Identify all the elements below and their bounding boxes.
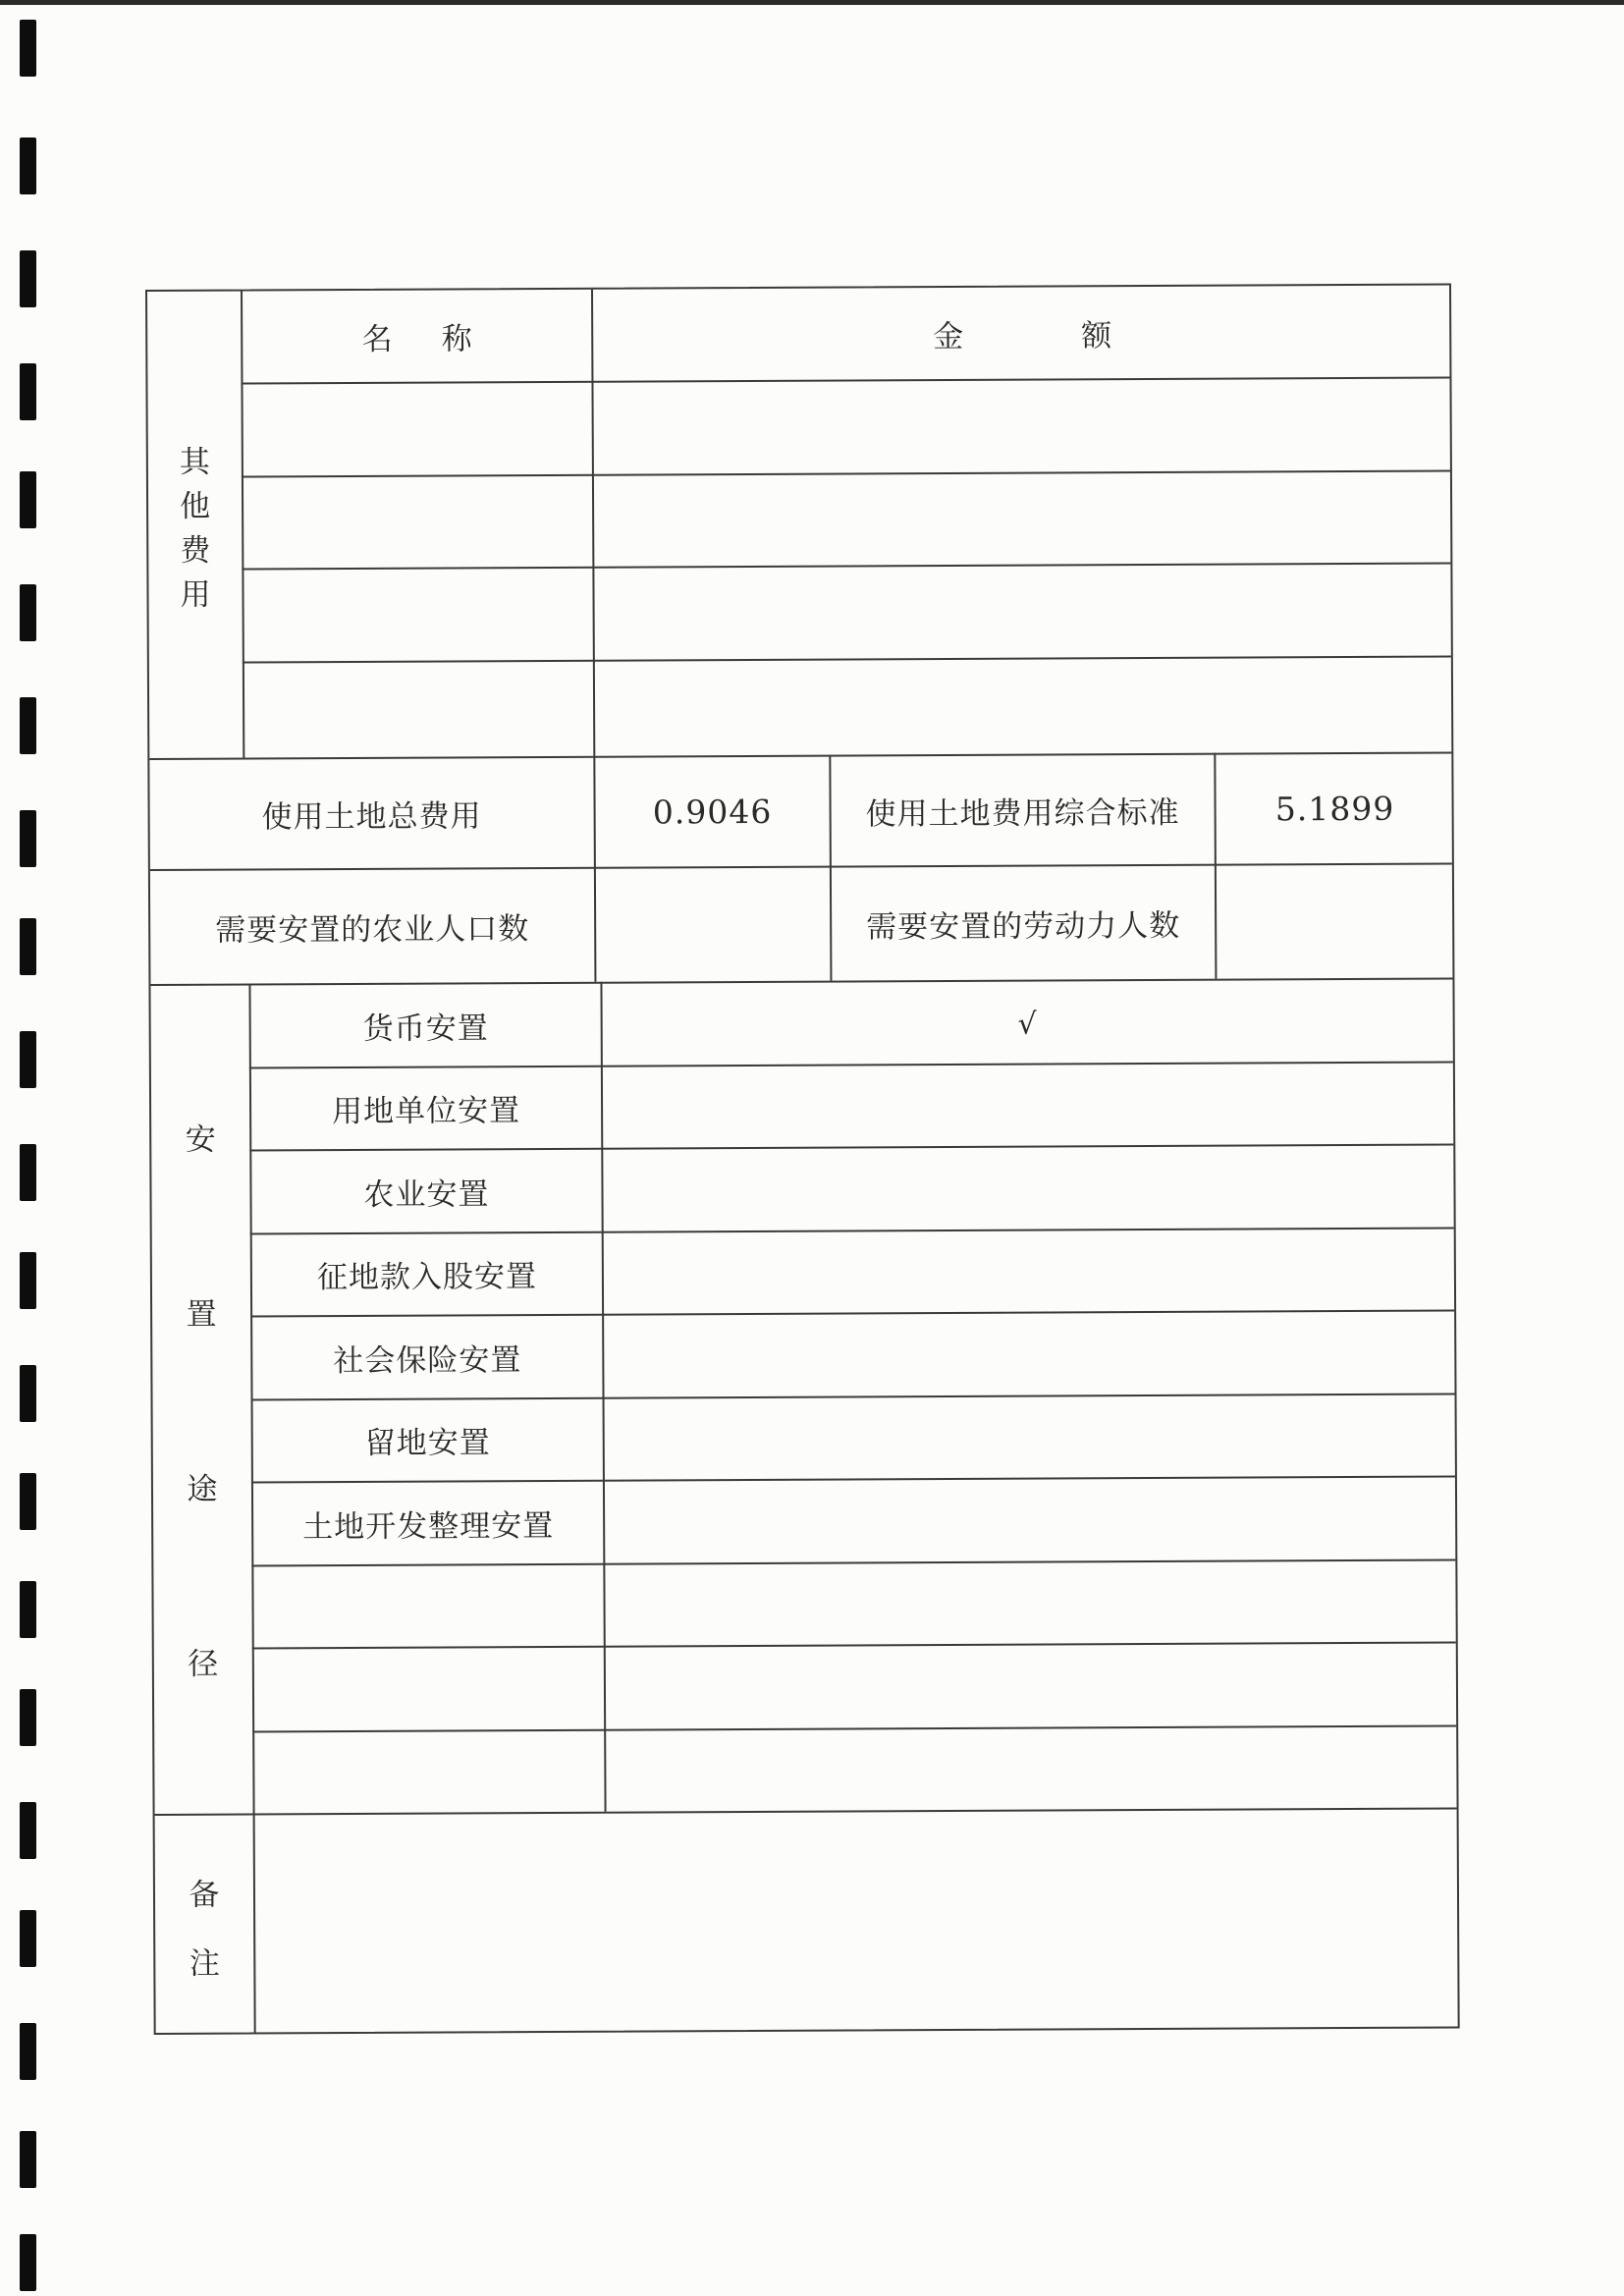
other-fees-section-label: [147, 292, 243, 758]
remarks-label-char-1: 备: [189, 1877, 220, 1913]
resettlement-method-name: 土地开发整理安置: [302, 1507, 555, 1545]
agri-population-label: 需要安置的农业人口数: [215, 911, 530, 949]
binding-hole-mark: [20, 1365, 36, 1422]
binding-hole-mark: [20, 697, 36, 754]
binding-hole-mark: [20, 363, 36, 420]
resettlement-empty-name: [253, 1564, 603, 1647]
resettlement-label-char-3: 途: [187, 1471, 218, 1507]
resettlement-method-value[interactable]: [603, 1145, 1453, 1230]
header-name: 名称: [361, 321, 521, 357]
header-amount: 金额: [933, 317, 1230, 355]
binding-hole-mark: [20, 2131, 36, 2188]
binding-hole-mark: [20, 810, 36, 867]
resettlement-method-name: 社会保险安置: [333, 1341, 522, 1379]
labor-population-value[interactable]: [1217, 864, 1455, 978]
binding-hole-mark: [20, 1581, 36, 1638]
binding-hole-mark: [20, 1689, 36, 1746]
other-fee-row[interactable]: [243, 379, 1449, 475]
resettlement-method-name: 货币安置: [362, 1011, 489, 1047]
other-fees-label-char-3: 费: [180, 532, 211, 569]
resettlement-method-value[interactable]: [605, 1394, 1455, 1480]
binding-hole-mark: [20, 137, 36, 194]
agri-population-value[interactable]: [596, 868, 831, 982]
resettlement-method-value[interactable]: [604, 1229, 1454, 1314]
remarks-label: [155, 1815, 254, 2036]
binding-hole-mark: [20, 1910, 36, 1967]
land-fee-standard-label: 使用土地费用综合标准: [865, 794, 1180, 833]
binding-hole-mark: [20, 20, 36, 77]
resettlement-method-value[interactable]: [604, 1311, 1454, 1396]
resettlement-method-name: 征地款入股安置: [316, 1259, 538, 1296]
binding-hole-mark: [20, 2023, 36, 2080]
other-fee-row[interactable]: [244, 658, 1451, 757]
binding-hole-mark: [20, 918, 36, 975]
binding-hole-mark: [20, 584, 36, 641]
resettlement-section-label: [150, 983, 252, 1813]
resettlement-method-value[interactable]: [606, 1643, 1456, 1728]
resettlement-method-value[interactable]: [605, 1477, 1455, 1562]
binding-hole-mark: [20, 1252, 36, 1309]
other-fee-row[interactable]: [244, 472, 1450, 568]
labor-population-label: 需要安置的劳动力人数: [866, 907, 1181, 946]
other-fees-label-char-4: 用: [180, 576, 211, 613]
binding-hole-mark: [20, 1473, 36, 1530]
resettlement-method-value[interactable]: [606, 1726, 1456, 1812]
resettlement-method-value[interactable]: [605, 1560, 1455, 1646]
remarks-field[interactable]: [255, 1809, 1458, 2033]
binding-holes: [0, 0, 59, 2296]
page-top-edge: [0, 0, 1624, 5]
other-fees-label-char-2: 他: [179, 488, 211, 524]
resettlement-label-char-1: 安: [185, 1121, 216, 1158]
resettlement-label-char-4: 径: [188, 1646, 219, 1682]
binding-hole-mark: [20, 2234, 36, 2291]
other-fee-row[interactable]: [244, 565, 1450, 661]
binding-hole-mark: [20, 1031, 36, 1088]
resettlement-empty-name: [254, 1648, 604, 1730]
land-fee-standard-value: 5.1899: [1274, 789, 1395, 829]
resettlement-method-value[interactable]: [603, 1063, 1453, 1148]
binding-hole-mark: [20, 1144, 36, 1201]
resettlement-empty-name: [254, 1730, 604, 1813]
remarks-label-char-2: 注: [189, 1945, 220, 1982]
binding-hole-mark: [20, 1802, 36, 1859]
resettlement-method-name: 留地安置: [364, 1425, 491, 1462]
binding-hole-mark: [20, 250, 36, 307]
land-total-fee-value: 0.9046: [652, 792, 773, 832]
resettlement-method-value[interactable]: √: [1017, 1007, 1038, 1042]
resettlement-label-char-2: 置: [186, 1296, 217, 1333]
land-total-fee-label: 使用土地总费用: [261, 798, 482, 836]
other-fees-label-char-1: 其: [179, 444, 210, 480]
binding-hole-mark: [20, 471, 36, 528]
land-fee-form-table: [145, 284, 1460, 2035]
resettlement-method-name: 用地单位安置: [332, 1093, 521, 1130]
resettlement-method-name: 农业安置: [363, 1176, 490, 1213]
